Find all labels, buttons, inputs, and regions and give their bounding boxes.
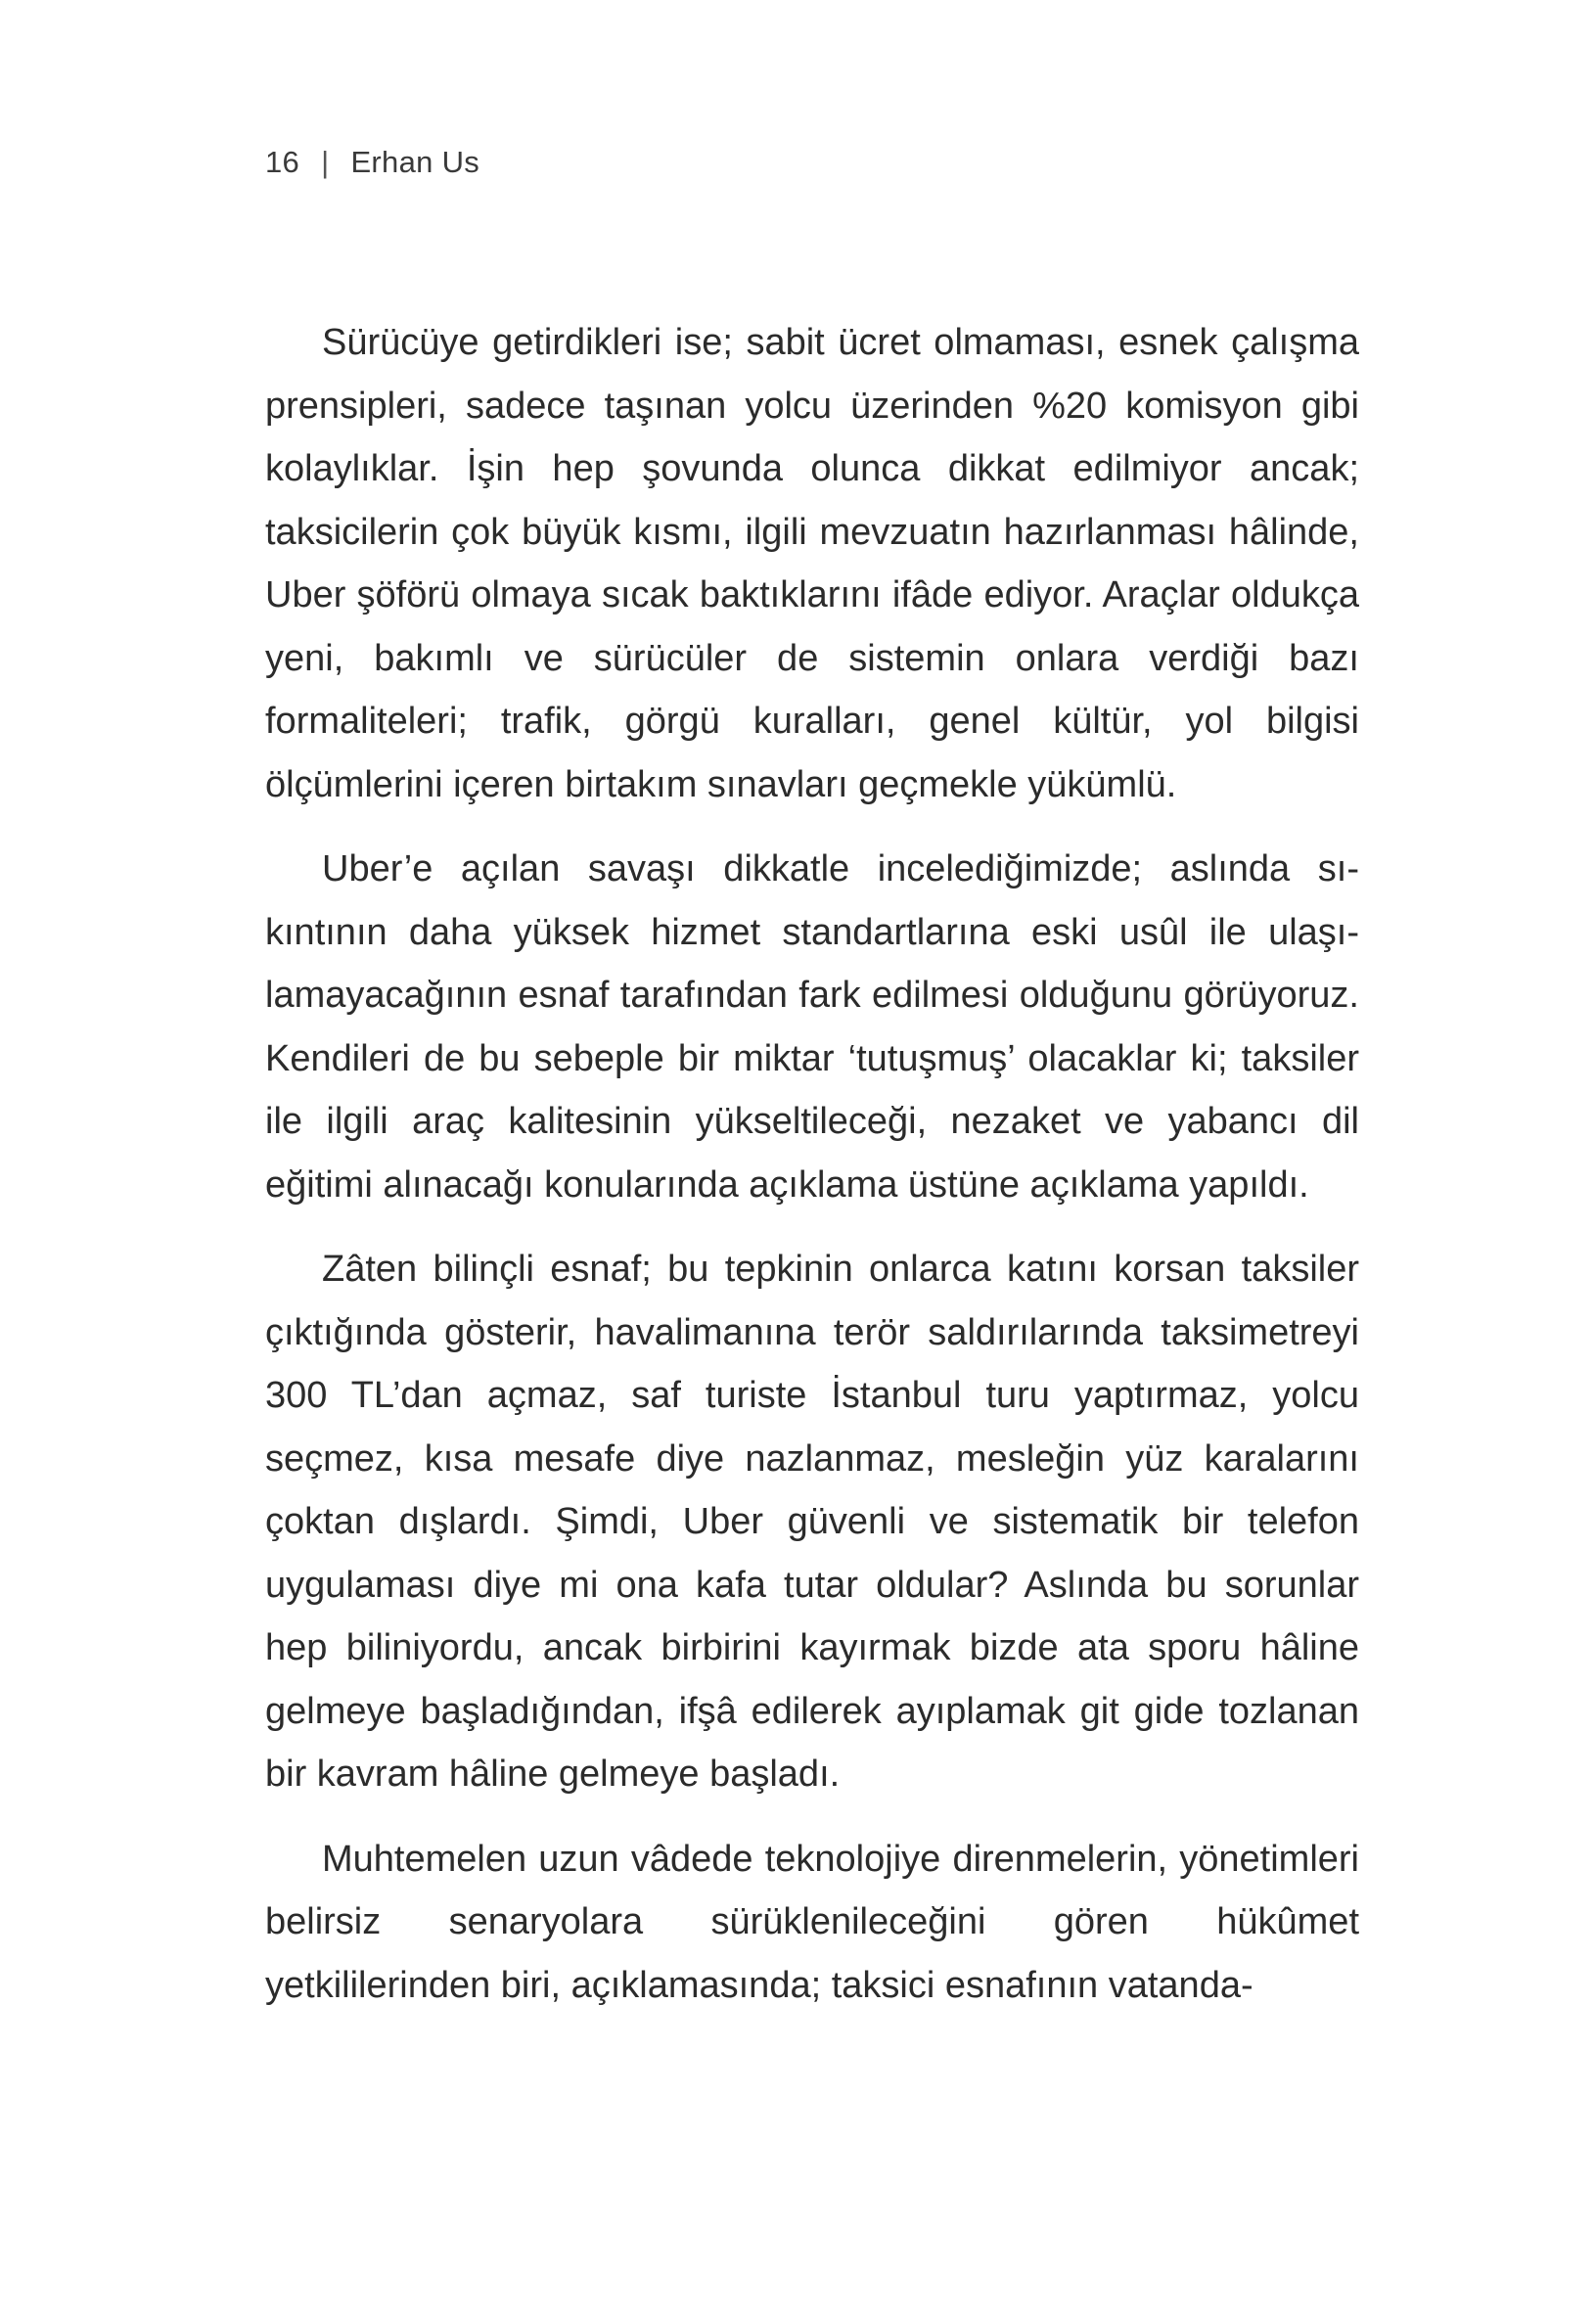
paragraph: Sürücüye getirdikleri ise; sabit ücret olmaması, esnek çalışma prensipleri, sadece taşınan yolcu üzerinden %20 komisyon gibi kolaylıklar. İşin hep şovunda olunca dikkat edilmiyor ancak; taksicilerin çok büyük kısmı, ilgili mevzuatın hazırlanması hâlinde, Uber şöförü olmaya sıcak baktıklarını ifâde ediyor. Araçlar oldukça yeni, bakımlı ve sürücüler de sistemin onlara verdiği bazı formaliteleri; trafik, görgü kuralları, genel kültür, yol bilgisi ölçümlerini içeren birtakım sınavları geçmekle yükümlü. <box>265 322 1359 805</box>
running-header <box>265 143 479 182</box>
body-text <box>265 311 1359 2017</box>
header-separator: | <box>321 145 330 179</box>
paragraph: Uber’e açılan savaşı dikkatle incelediğimizde; aslında sıkıntının daha yüksek hizmet standartlarına eski usûl ile ulaşılamayacağının esnaf tarafından fark edilmesi olduğunu görüyoruz. Kendileri de bu sebeple bir miktar ‘tutuşmuş’ olacaklar ki; taksiler ile ilgili araç kalitesinin yükseltileceği, nezaket ve yabancı dil eğitimi alınacağı konularında açıklama üstüne açıklama yapıldı. <box>265 848 1359 1206</box>
paragraph: Zâten bilinçli esnaf; bu tepkinin onlarca katını korsan taksiler çıktığında gösterir, havalimanına terör saldırılarında taksimetreyi 300 TL’dan açmaz, saf turiste İstanbul turu yaptırmaz, yolcu seçmez, kısa mesafe diye nazlanmaz, mesleğin yüz karalarını çoktan dışlardı. Şimdi, Uber güvenli ve sistematik bir telefon uygulaması diye mi ona kafa tutar oldular? Aslında bu sorunlar hep biliniyordu, ancak birbirini kayırmak bizde ata sporu hâline gelmeye başladığından, ifşâ edilerek ayıplamak git gide tozlanan bir kavram hâline gelmeye başladı. <box>265 1249 1359 1795</box>
author-name: Erhan Us <box>350 145 480 179</box>
paragraph: Muhtemelen uzun vâdede teknolojiye direnmelerin, yönetimleri belirsiz senaryolara sürüklenileceğini gören hükûmet yetkililerinden biri, açıklamasında; taksici esnafının vatanda- <box>265 1838 1359 2006</box>
page-number: 16 <box>265 145 300 179</box>
